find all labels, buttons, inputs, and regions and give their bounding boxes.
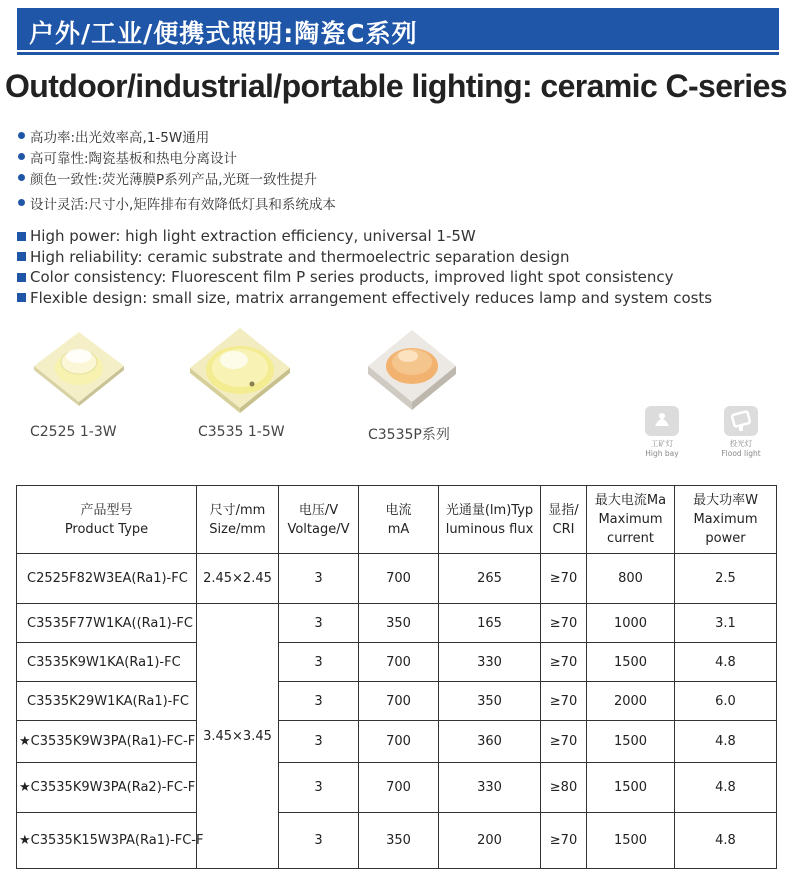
cell-max-current: 1500 [587,721,675,763]
c3535-led-image [186,324,294,416]
app-label-cn: 工矿灯 [650,439,674,448]
cell-cri: ≥70 [541,682,587,721]
cell-product-type: ★C3535K15W3PA(Ra1)-FC-F [17,813,197,869]
feature-cn-item [18,192,336,213]
cell-voltage: 3 [279,554,359,604]
cell-max-current: 2000 [587,682,675,721]
cell-voltage: 3 [279,682,359,721]
app-label-en: High bay [645,449,679,458]
product-caption-c2525: C2525 1-3W [30,424,117,440]
cell-size: 3.45×3.45 [197,604,279,869]
table-row [17,604,777,643]
cell-current: 700 [359,643,439,682]
high-bay-icon [645,406,679,436]
cell-cri: ≥70 [541,604,587,643]
c2525-led-image [30,328,128,408]
cell-current: 700 [359,763,439,813]
features-cn-list [18,125,336,213]
feature-en-text: High power: high light extraction efficiency, universal 1-5W [30,227,476,246]
table-row [17,682,777,721]
table-row [17,554,777,604]
banner-underline [17,52,779,55]
feature-cn-text: 高可靠性:陶瓷基板和热电分离设计 [30,150,238,167]
feature-en-text: Color consistency: Fluorescent film P series products, improved light spot consistency [30,268,674,287]
cell-flux: 200 [439,813,541,869]
cell-max-current: 800 [587,554,675,604]
cell-flux: 350 [439,682,541,721]
cell-flux: 330 [439,763,541,813]
cell-max-power: 4.8 [675,763,777,813]
cell-voltage: 3 [279,721,359,763]
header-voltage: 电压/V Voltage/V [279,486,359,554]
cell-flux: 330 [439,643,541,682]
product-caption-c3535p: C3535P系列 [368,427,450,443]
bullet-dot-icon [18,132,25,139]
bullet-square-icon [17,273,26,282]
table-row [17,721,777,763]
cell-product-type: C3535F77W1KA((Ra1)-FC [17,604,197,643]
cell-max-power: 3.1 [675,604,777,643]
table-row [17,763,777,813]
header-max-current: 最大电流Ma Maximum current [587,486,675,554]
feature-en-item [17,226,712,247]
cell-current: 700 [359,682,439,721]
cell-cri: ≥70 [541,721,587,763]
feature-cn-item [18,167,336,188]
table-row [17,813,777,869]
cell-flux: 265 [439,554,541,604]
header-size: 尺寸/mm Size/mm [197,486,279,554]
table-header-row [17,486,777,554]
features-en-list [17,226,712,308]
cell-product-type: ★C3535K9W3PA(Ra2)-FC-F [17,763,197,813]
feature-cn-item [18,125,336,146]
feature-en-item [17,288,712,309]
feature-en-text: Flexible design: small size, matrix arrangement effectively reduces lamp and system costs [30,288,713,307]
product-caption-c3535: C3535 1-5W [198,424,285,440]
c3535p-led-image [364,326,460,414]
cell-current: 700 [359,721,439,763]
feature-cn-item [18,146,336,167]
cn-title: 户外/工业/便携式照明:陶瓷C系列 [29,19,418,48]
header-flux: 光通量(lm)Typ luminous flux [439,486,541,554]
cell-max-power: 6.0 [675,682,777,721]
bullet-dot-icon [18,199,25,206]
feature-en-item [17,267,712,288]
app-label-en: Flood light [721,449,761,458]
cell-product-type: C3535K29W1KA(Ra1)-FC [17,682,197,721]
bullet-dot-icon [18,153,25,160]
cell-product-type: ★C3535K9W3PA(Ra1)-FC-F [17,721,197,763]
flood-light-icon [724,406,758,436]
header-max-power: 最大功率W Maximum power [675,486,777,554]
cell-max-current: 1500 [587,813,675,869]
cell-flux: 165 [439,604,541,643]
cell-cri: ≥70 [541,554,587,604]
cell-max-power: 4.8 [675,813,777,869]
header-product-type: 产品型号 Product Type [17,486,197,554]
feature-en-item [17,247,712,268]
cell-product-type: C2525F82W3EA(Ra1)-FC [17,554,197,604]
cell-max-current: 1500 [587,643,675,682]
cell-size: 2.45×2.45 [197,554,279,604]
en-title: Outdoor/industrial/portable lighting: ceramic C-series [5,68,787,104]
bullet-square-icon [17,293,26,302]
cell-voltage: 3 [279,604,359,643]
cell-max-power: 4.8 [675,643,777,682]
feature-cn-text: 颜色一致性:荧光薄膜P系列产品,光斑一致性提升 [30,171,317,188]
cell-cri: ≥70 [541,643,587,682]
app-label-flood-light [717,439,765,459]
table-row [17,643,777,682]
header-banner [17,8,779,50]
cell-cri: ≥80 [541,763,587,813]
cell-current: 350 [359,813,439,869]
cell-max-power: 2.5 [675,554,777,604]
cell-voltage: 3 [279,813,359,869]
app-label-high-bay [640,439,684,459]
bullet-dot-icon [18,174,25,181]
feature-en-text: High reliability: ceramic substrate and thermoelectric separation design [30,247,570,266]
cell-voltage: 3 [279,643,359,682]
cell-voltage: 3 [279,763,359,813]
cell-product-type: C3535K9W1KA(Ra1)-FC [17,643,197,682]
cell-flux: 360 [439,721,541,763]
cell-cri: ≥70 [541,813,587,869]
header-current: 电流 mA [359,486,439,554]
cell-max-current: 1500 [587,763,675,813]
cell-max-current: 1000 [587,604,675,643]
feature-cn-text: 设计灵活:尺寸小,矩阵排布有效降低灯具和系统成本 [30,196,336,213]
cell-current: 700 [359,554,439,604]
bullet-square-icon [17,252,26,261]
cell-max-power: 4.8 [675,721,777,763]
cell-current: 350 [359,604,439,643]
feature-cn-text: 高功率:出光效率高,1-5W通用 [30,129,210,146]
bullet-square-icon [17,232,26,241]
header-cri: 显指/ CRI [541,486,587,554]
spec-table [16,485,777,869]
app-label-cn: 投光灯 [729,439,753,448]
